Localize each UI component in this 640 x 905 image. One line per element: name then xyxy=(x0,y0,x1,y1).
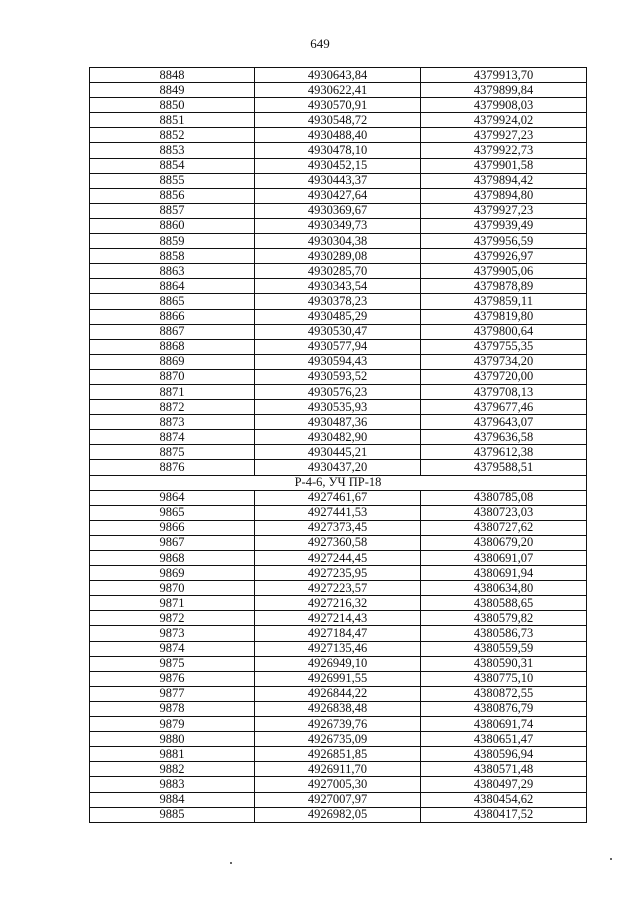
point-number-cell: 9870 xyxy=(90,581,255,596)
y-coordinate-cell: 4379899,84 xyxy=(421,83,587,98)
point-number-cell: 8863 xyxy=(90,264,255,279)
y-coordinate-cell: 4379924,02 xyxy=(421,113,587,128)
x-coordinate-cell: 4930643,84 xyxy=(255,68,421,83)
point-number-cell: 8868 xyxy=(90,339,255,354)
x-coordinate-cell: 4927135,46 xyxy=(255,641,421,656)
x-coordinate-cell: 4927184,47 xyxy=(255,626,421,641)
x-coordinate-cell: 4930304,38 xyxy=(255,234,421,249)
table-row xyxy=(90,143,587,158)
table-row xyxy=(90,128,587,143)
table-row xyxy=(90,626,587,641)
table-row xyxy=(90,701,587,716)
point-number-cell: 9871 xyxy=(90,596,255,611)
point-number-cell: 9880 xyxy=(90,732,255,747)
y-coordinate-cell: 4380775,10 xyxy=(421,671,587,686)
table-row xyxy=(90,158,587,173)
table-row xyxy=(90,113,587,128)
table-row xyxy=(90,490,587,505)
y-coordinate-cell: 4379734,20 xyxy=(421,354,587,369)
point-number-cell: 8854 xyxy=(90,158,255,173)
table-row xyxy=(90,249,587,264)
table-row xyxy=(90,369,587,384)
coordinates-group-b xyxy=(90,490,587,822)
x-coordinate-cell: 4927223,57 xyxy=(255,581,421,596)
point-number-cell: 8859 xyxy=(90,234,255,249)
x-coordinate-cell: 4930593,52 xyxy=(255,369,421,384)
point-number-cell: 9885 xyxy=(90,807,255,822)
table-row xyxy=(90,596,587,611)
table-row xyxy=(90,400,587,415)
y-coordinate-cell: 4379894,42 xyxy=(421,173,587,188)
y-coordinate-cell: 4379956,59 xyxy=(421,234,587,249)
x-coordinate-cell: 4930576,23 xyxy=(255,384,421,399)
page-number: 649 xyxy=(310,36,330,51)
point-number-cell: 8869 xyxy=(90,354,255,369)
y-coordinate-cell: 4380634,80 xyxy=(421,581,587,596)
section-row xyxy=(90,475,587,490)
y-coordinate-cell: 4380454,62 xyxy=(421,792,587,807)
table-row xyxy=(90,520,587,535)
x-coordinate-cell: 4926838,48 xyxy=(255,701,421,716)
y-coordinate-cell: 4380497,29 xyxy=(421,777,587,792)
x-coordinate-cell: 4927373,45 xyxy=(255,520,421,535)
x-coordinate-cell: 4930622,41 xyxy=(255,83,421,98)
y-coordinate-cell: 4380571,48 xyxy=(421,762,587,777)
x-coordinate-cell: 4927007,97 xyxy=(255,792,421,807)
point-number-cell: 9883 xyxy=(90,777,255,792)
table-row xyxy=(90,173,587,188)
y-coordinate-cell: 4379708,13 xyxy=(421,384,587,399)
table-row xyxy=(90,203,587,218)
point-number-cell: 9874 xyxy=(90,641,255,656)
table-row xyxy=(90,671,587,686)
x-coordinate-cell: 4930548,72 xyxy=(255,113,421,128)
table-row xyxy=(90,792,587,807)
point-number-cell: 8850 xyxy=(90,98,255,113)
y-coordinate-cell: 4380579,82 xyxy=(421,611,587,626)
point-number-cell: 8873 xyxy=(90,415,255,430)
table-row xyxy=(90,234,587,249)
y-coordinate-cell: 4379905,06 xyxy=(421,264,587,279)
point-number-cell: 9875 xyxy=(90,656,255,671)
point-number-cell: 8867 xyxy=(90,324,255,339)
x-coordinate-cell: 4926844,22 xyxy=(255,686,421,701)
point-number-cell: 9865 xyxy=(90,505,255,520)
y-coordinate-cell: 4379800,64 xyxy=(421,324,587,339)
table-row xyxy=(90,535,587,550)
table-row xyxy=(90,98,587,113)
table-row xyxy=(90,732,587,747)
x-coordinate-cell: 4927214,43 xyxy=(255,611,421,626)
y-coordinate-cell: 4380876,79 xyxy=(421,701,587,716)
point-number-cell: 9878 xyxy=(90,701,255,716)
point-number-cell: 8866 xyxy=(90,309,255,324)
point-number-cell: 9864 xyxy=(90,490,255,505)
y-coordinate-cell: 4380679,20 xyxy=(421,535,587,550)
table-row xyxy=(90,445,587,460)
point-number-cell: 8857 xyxy=(90,203,255,218)
y-coordinate-cell: 4380691,74 xyxy=(421,717,587,732)
table-row xyxy=(90,68,587,83)
point-number-cell: 9868 xyxy=(90,551,255,566)
point-number-cell: 8851 xyxy=(90,113,255,128)
table-row xyxy=(90,339,587,354)
y-coordinate-cell: 4380691,94 xyxy=(421,566,587,581)
y-coordinate-cell: 4379913,70 xyxy=(421,68,587,83)
y-coordinate-cell: 4379720,00 xyxy=(421,369,587,384)
point-number-cell: 8875 xyxy=(90,445,255,460)
table-row xyxy=(90,324,587,339)
x-coordinate-cell: 4927461,67 xyxy=(255,490,421,505)
y-coordinate-cell: 4380586,73 xyxy=(421,626,587,641)
point-number-cell: 9879 xyxy=(90,717,255,732)
y-coordinate-cell: 4379636,58 xyxy=(421,430,587,445)
point-number-cell: 9882 xyxy=(90,762,255,777)
section-heading: Р-4-6, УЧ ПР-18 xyxy=(90,475,587,490)
y-coordinate-cell: 4380723,03 xyxy=(421,505,587,520)
x-coordinate-cell: 4926949,10 xyxy=(255,656,421,671)
y-coordinate-cell: 4379819,80 xyxy=(421,309,587,324)
point-number-cell: 8848 xyxy=(90,68,255,83)
x-coordinate-cell: 4927005,30 xyxy=(255,777,421,792)
x-coordinate-cell: 4930594,43 xyxy=(255,354,421,369)
x-coordinate-cell: 4930343,54 xyxy=(255,279,421,294)
table-row xyxy=(90,807,587,822)
x-coordinate-cell: 4927235,95 xyxy=(255,566,421,581)
table-row xyxy=(90,460,587,475)
y-coordinate-cell: 4380588,65 xyxy=(421,596,587,611)
table-row xyxy=(90,611,587,626)
x-coordinate-cell: 4926739,76 xyxy=(255,717,421,732)
y-coordinate-cell: 4380872,55 xyxy=(421,686,587,701)
x-coordinate-cell: 4926911,70 xyxy=(255,762,421,777)
x-coordinate-cell: 4930289,08 xyxy=(255,249,421,264)
point-number-cell: 8853 xyxy=(90,143,255,158)
point-number-cell: 9876 xyxy=(90,671,255,686)
table-row xyxy=(90,686,587,701)
x-coordinate-cell: 4930478,10 xyxy=(255,143,421,158)
y-coordinate-cell: 4379643,07 xyxy=(421,415,587,430)
x-coordinate-cell: 4930488,40 xyxy=(255,128,421,143)
y-coordinate-cell: 4379588,51 xyxy=(421,460,587,475)
y-coordinate-cell: 4379677,46 xyxy=(421,400,587,415)
table-row xyxy=(90,294,587,309)
coordinates-group-a xyxy=(90,68,587,476)
x-coordinate-cell: 4930378,23 xyxy=(255,294,421,309)
x-coordinate-cell: 4930427,64 xyxy=(255,188,421,203)
table-row xyxy=(90,551,587,566)
point-number-cell: 8860 xyxy=(90,218,255,233)
y-coordinate-cell: 4379878,89 xyxy=(421,279,587,294)
y-coordinate-cell: 4380691,07 xyxy=(421,551,587,566)
y-coordinate-cell: 4379939,49 xyxy=(421,218,587,233)
point-number-cell: 8872 xyxy=(90,400,255,415)
y-coordinate-cell: 4379901,58 xyxy=(421,158,587,173)
point-number-cell: 8855 xyxy=(90,173,255,188)
x-coordinate-cell: 4930482,90 xyxy=(255,430,421,445)
point-number-cell: 9869 xyxy=(90,566,255,581)
table-row xyxy=(90,279,587,294)
table-row xyxy=(90,83,587,98)
point-number-cell: 8858 xyxy=(90,249,255,264)
y-coordinate-cell: 4379612,38 xyxy=(421,445,587,460)
x-coordinate-cell: 4930577,94 xyxy=(255,339,421,354)
y-coordinate-cell: 4379859,11 xyxy=(421,294,587,309)
coordinates-table xyxy=(89,67,587,823)
x-coordinate-cell: 4930530,47 xyxy=(255,324,421,339)
x-coordinate-cell: 4930437,20 xyxy=(255,460,421,475)
table-row xyxy=(90,264,587,279)
x-coordinate-cell: 4930452,15 xyxy=(255,158,421,173)
table-row xyxy=(90,218,587,233)
point-number-cell: 9872 xyxy=(90,611,255,626)
point-number-cell: 9884 xyxy=(90,792,255,807)
x-coordinate-cell: 4930369,67 xyxy=(255,203,421,218)
x-coordinate-cell: 4930445,21 xyxy=(255,445,421,460)
y-coordinate-cell: 4379927,23 xyxy=(421,203,587,218)
x-coordinate-cell: 4930443,37 xyxy=(255,173,421,188)
table-row xyxy=(90,188,587,203)
y-coordinate-cell: 4379926,97 xyxy=(421,249,587,264)
x-coordinate-cell: 4930485,29 xyxy=(255,309,421,324)
point-number-cell: 8856 xyxy=(90,188,255,203)
table-row xyxy=(90,581,587,596)
point-number-cell: 9867 xyxy=(90,535,255,550)
scan-speck xyxy=(230,862,232,864)
table-row xyxy=(90,566,587,581)
x-coordinate-cell: 4927360,58 xyxy=(255,535,421,550)
point-number-cell: 9877 xyxy=(90,686,255,701)
table-row xyxy=(90,415,587,430)
y-coordinate-cell: 4380417,52 xyxy=(421,807,587,822)
y-coordinate-cell: 4379927,23 xyxy=(421,128,587,143)
x-coordinate-cell: 4926982,05 xyxy=(255,807,421,822)
point-number-cell: 8864 xyxy=(90,279,255,294)
y-coordinate-cell: 4380596,94 xyxy=(421,747,587,762)
table-row xyxy=(90,777,587,792)
section-heading-group xyxy=(90,475,587,490)
x-coordinate-cell: 4927441,53 xyxy=(255,505,421,520)
table-row xyxy=(90,430,587,445)
point-number-cell: 8876 xyxy=(90,460,255,475)
x-coordinate-cell: 4927244,45 xyxy=(255,551,421,566)
x-coordinate-cell: 4930487,36 xyxy=(255,415,421,430)
table-row xyxy=(90,747,587,762)
x-coordinate-cell: 4926735,09 xyxy=(255,732,421,747)
point-number-cell: 8870 xyxy=(90,369,255,384)
point-number-cell: 9866 xyxy=(90,520,255,535)
y-coordinate-cell: 4379894,80 xyxy=(421,188,587,203)
point-number-cell: 8865 xyxy=(90,294,255,309)
x-coordinate-cell: 4930349,73 xyxy=(255,218,421,233)
table-row xyxy=(90,309,587,324)
table-row xyxy=(90,717,587,732)
x-coordinate-cell: 4926851,85 xyxy=(255,747,421,762)
table-row xyxy=(90,354,587,369)
scan-speck xyxy=(610,858,612,860)
point-number-cell: 9881 xyxy=(90,747,255,762)
y-coordinate-cell: 4379755,35 xyxy=(421,339,587,354)
y-coordinate-cell: 4379908,03 xyxy=(421,98,587,113)
y-coordinate-cell: 4380651,47 xyxy=(421,732,587,747)
point-number-cell: 8874 xyxy=(90,430,255,445)
table-row xyxy=(90,641,587,656)
table-row xyxy=(90,762,587,777)
point-number-cell: 8852 xyxy=(90,128,255,143)
y-coordinate-cell: 4380727,62 xyxy=(421,520,587,535)
x-coordinate-cell: 4927216,32 xyxy=(255,596,421,611)
table-row xyxy=(90,384,587,399)
x-coordinate-cell: 4926991,55 xyxy=(255,671,421,686)
y-coordinate-cell: 4380785,08 xyxy=(421,490,587,505)
table-row xyxy=(90,505,587,520)
table-row xyxy=(90,656,587,671)
y-coordinate-cell: 4380559,59 xyxy=(421,641,587,656)
y-coordinate-cell: 4380590,31 xyxy=(421,656,587,671)
point-number-cell: 9873 xyxy=(90,626,255,641)
point-number-cell: 8849 xyxy=(90,83,255,98)
x-coordinate-cell: 4930570,91 xyxy=(255,98,421,113)
point-number-cell: 8871 xyxy=(90,384,255,399)
x-coordinate-cell: 4930285,70 xyxy=(255,264,421,279)
y-coordinate-cell: 4379922,73 xyxy=(421,143,587,158)
x-coordinate-cell: 4930535,93 xyxy=(255,400,421,415)
